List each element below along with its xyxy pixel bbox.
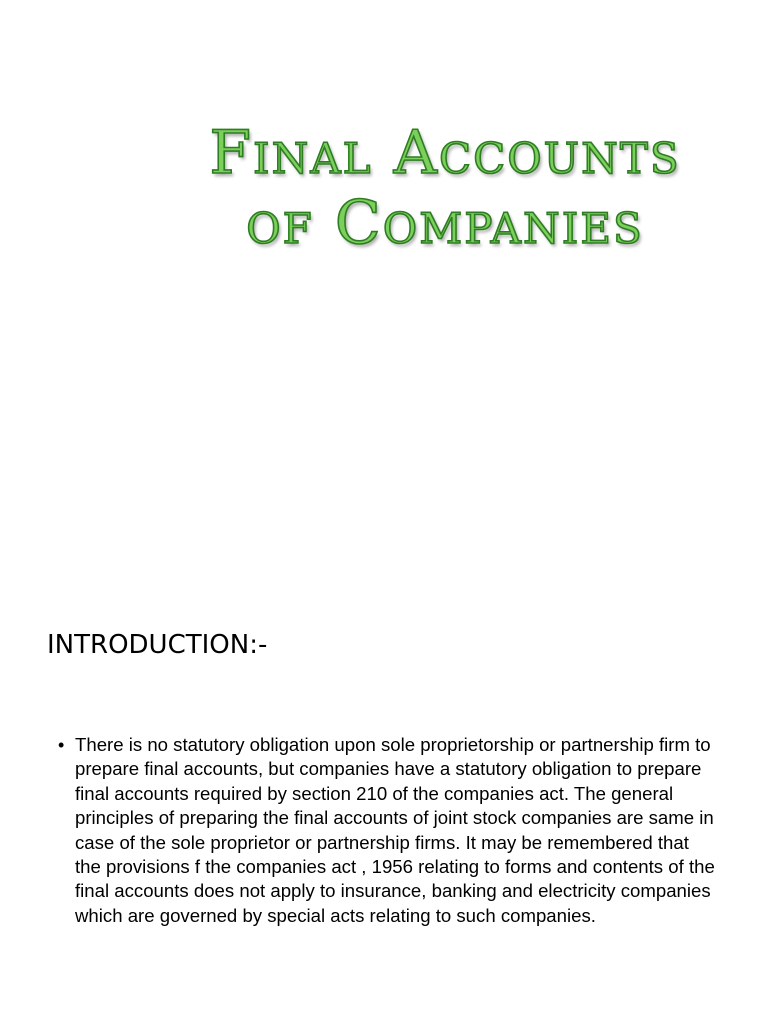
slide-title xyxy=(150,118,740,258)
bullet-icon: • xyxy=(58,735,65,755)
bullet-item xyxy=(58,733,718,928)
title-line-1: Final Accounts xyxy=(209,118,681,188)
title-line-2: of Companies xyxy=(246,188,644,258)
intro-heading: INTRODUCTION:- xyxy=(47,630,268,660)
bullet-text: There is no statutory obligation upon sole proprietorship or partnership firm to prepare final accounts, but companies have a statutory obligation to prepare final accounts required by section 210 of the companies act. The general principles of preparing the final accounts of joint stock companies are same in case of the sole proprietor or partnership firms. It may be remembered that the provisions f the companies act , 1956 relating to forms and contents of the final accounts does not apply to insurance, banking and electricity companies which are governed by special acts relating to such companies. xyxy=(75,734,715,926)
bullet-list xyxy=(58,733,718,928)
